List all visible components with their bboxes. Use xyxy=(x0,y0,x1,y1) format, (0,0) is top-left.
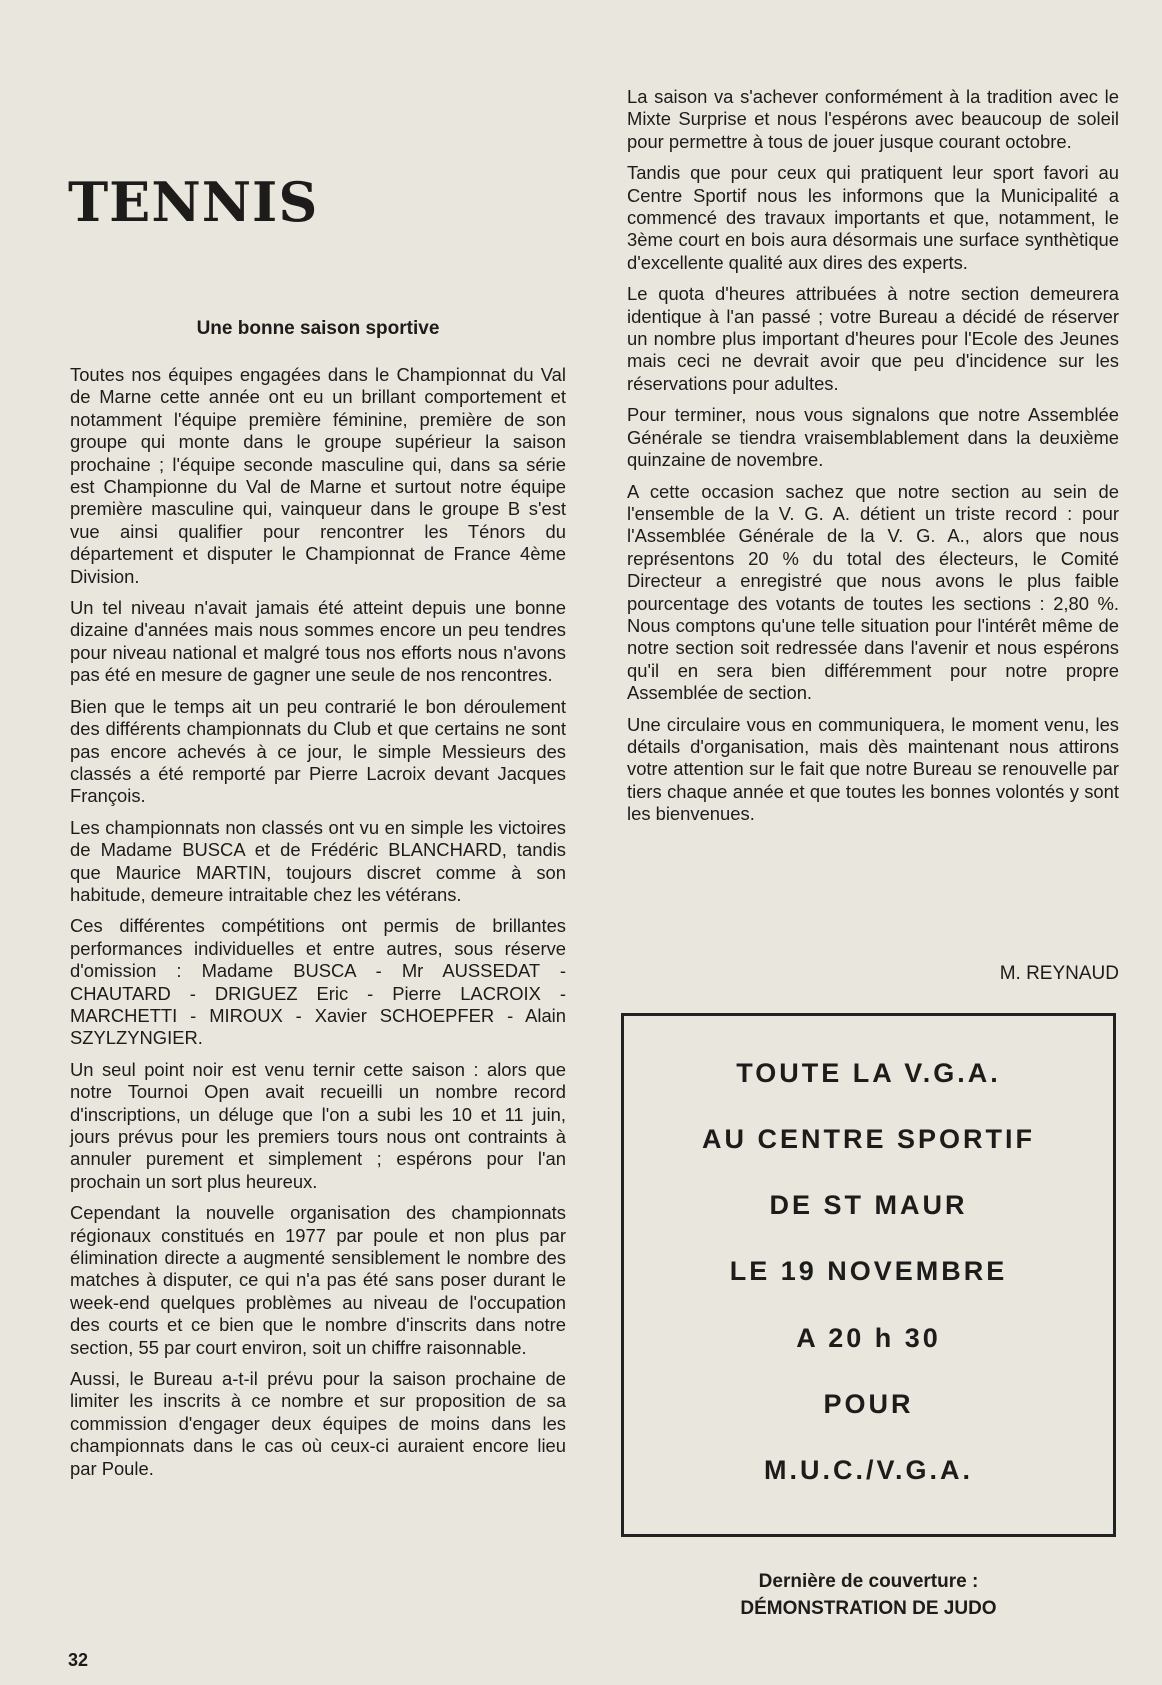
announcement-line: TOUTE LA V.G.A. xyxy=(736,1057,1001,1088)
paragraph: La saison va s'achever conformément à la tradition avec le Mixte Surprise et nous l'espérons avec beaucoup de soleil pour permettre à tous de jouer jusque courant octobre. xyxy=(627,86,1119,152)
paragraph: Ces différentes compétitions ont permis de brillantes performances individuelles et entre autres, sous réserve d'omission : Madame BUSCA - Mr AUSSEDAT - CHAUTARD - DRIGUEZ Eric - Pierre LACROIX - MARCHETTI - MIROUX - Xavier SCHOEPFER - Alain SZYLZYNGIER. xyxy=(70,915,566,1049)
paragraph: Toutes nos équipes engagées dans le Championnat du Val de Marne cette année ont eu un brillant comportement et notamment l'équipe première féminine, première de son groupe qui monte dans le groupe supérieur la saison prochaine ; l'équipe seconde masculine qui, dans sa série est Championne du Val de Marne et surtout notre équipe première masculine qui, vainqueur dans le groupe B s'est vue ainsi qualifier pour rencontrer les Ténors du département et disputer le Championnat de France 4ème Division. xyxy=(70,364,566,587)
paragraph: Aussi, le Bureau a-t-il prévu pour la saison prochaine de limiter les inscrits à ce nombre et sur proposition de sa commission d'engager deux équipes de moins dans les championnats dans le cas où ceux-ci auraient encore lieu par Poule. xyxy=(70,1368,566,1479)
announcement-line: DE ST MAUR xyxy=(769,1190,968,1221)
page-number: 32 xyxy=(68,1650,89,1670)
announcement-box xyxy=(621,1013,1116,1537)
paragraph: Un seul point noir est venu ternir cette saison : alors que notre Tournoi Open avait recueilli un nombre record d'inscriptions, un déluge que l'on a subi les 10 et 11 juin, jours prévus pour les premiers tours nous ont contraints à annuler purement et simplement ; espérons pour l'an prochain un sort plus heureux. xyxy=(70,1058,566,1192)
paragraph: Pour terminer, nous vous signalons que notre Assemblée Générale se tiendra vraisemblablement dans la deuxième quinzaine de novembre. xyxy=(627,404,1119,471)
paragraph: Les championnats non classés ont vu en simple les victoires de Madame BUSCA et de Frédéric BLANCHARD, tandis que Maurice MARTIN, toujours discret comme à son habitude, demeure intraitable chez les vétérans. xyxy=(70,816,566,905)
announcement-line: POUR xyxy=(823,1389,914,1420)
left-column xyxy=(70,364,566,1489)
article-title: TENNIS xyxy=(68,170,319,234)
paragraph: Cependant la nouvelle organisation des championnats régionaux constitués en 1977 par poule et non plus par élimination directe a augmenté sensiblement le nombre des matches à disputer, ce qui n'a pas été sans poser durant le week-end quelques problèmes au niveau de l'occupation des courts et ce bien que le nombre d'inscrits dans notre section, 55 par court environ, soit un chiffre raisonnable. xyxy=(70,1202,566,1358)
paragraph: A cette occasion sachez que notre section au sein de l'ensemble de la V. G. A. détient un triste record : pour l'Assemblée Générale de la V. G. A., alors que nous représentons 20 % du total des électeurs, le Comité Directeur a enregistré que nous avons le plus faible pourcentage des votants de toutes les sections : 2,80 %. Nous comptons qu'une telle situation pour l'intérêt même de notre section soit redressée dans l'avenir et nous espérons qu'il en sera bien différemment pour notre propre Assemblée de section. xyxy=(627,480,1119,704)
announcement-line: LE 19 NOVEMBRE xyxy=(729,1256,1008,1287)
back-cover-note xyxy=(621,1568,1116,1622)
back-cover-note-title: DÉMONSTRATION DE JUDO xyxy=(740,1598,997,1619)
right-column xyxy=(627,86,1119,835)
back-cover-note-label: Dernière de couverture : xyxy=(758,1571,979,1592)
paragraph: Une circulaire vous en communiquera, le moment venu, les détails d'organisation, mais dès maintenant nous attirons votre attention sur le fait que notre Bureau se renouvelle par tiers chaque année et que toutes les bonnes volontés y sont les bienvenues. xyxy=(627,713,1119,825)
paragraph: Bien que le temps ait un peu contrarié le bon déroulement des différents championnats du Club et que certains ne sont pas encore achevés à ce jour, le simple Messieurs des classés a été remporté par Pierre Lacroix devant Jacques François. xyxy=(70,695,566,807)
announcement-line: A 20 h 30 xyxy=(796,1322,941,1353)
article-subtitle: Une bonne saison sportive xyxy=(196,318,440,339)
paragraph: Un tel niveau n'avait jamais été atteint depuis une bonne dizaine d'années mais nous sommes encore un peu tendres pour niveau national et malgré tous nos efforts nous n'avons pas été en mesure de gagner une seule de nos rencontres. xyxy=(70,597,566,686)
announcement-line: AU CENTRE SPORTIF xyxy=(701,1123,1035,1154)
author-signature: M. REYNAUD xyxy=(999,963,1119,984)
announcement-line: M.U.C./V.G.A. xyxy=(763,1455,974,1486)
paragraph: Tandis que pour ceux qui pratiquent leur sport favori au Centre Sportif nous les informons que la Municipalité a commencé des travaux importants et que, notamment, le 3ème court en bois aura désormais une surface synthètique d'excellente qualité aux dires des experts. xyxy=(627,162,1119,273)
paragraph: Le quota d'heures attribuées à notre section demeurera identique à l'an passé ; votre Bureau a décidé de réserver un nombre plus important d'heures pour l'Ecole des Jeunes mais ceci ne devrait avoir que peu d'incidence sur les réservations pour adultes. xyxy=(627,283,1119,394)
